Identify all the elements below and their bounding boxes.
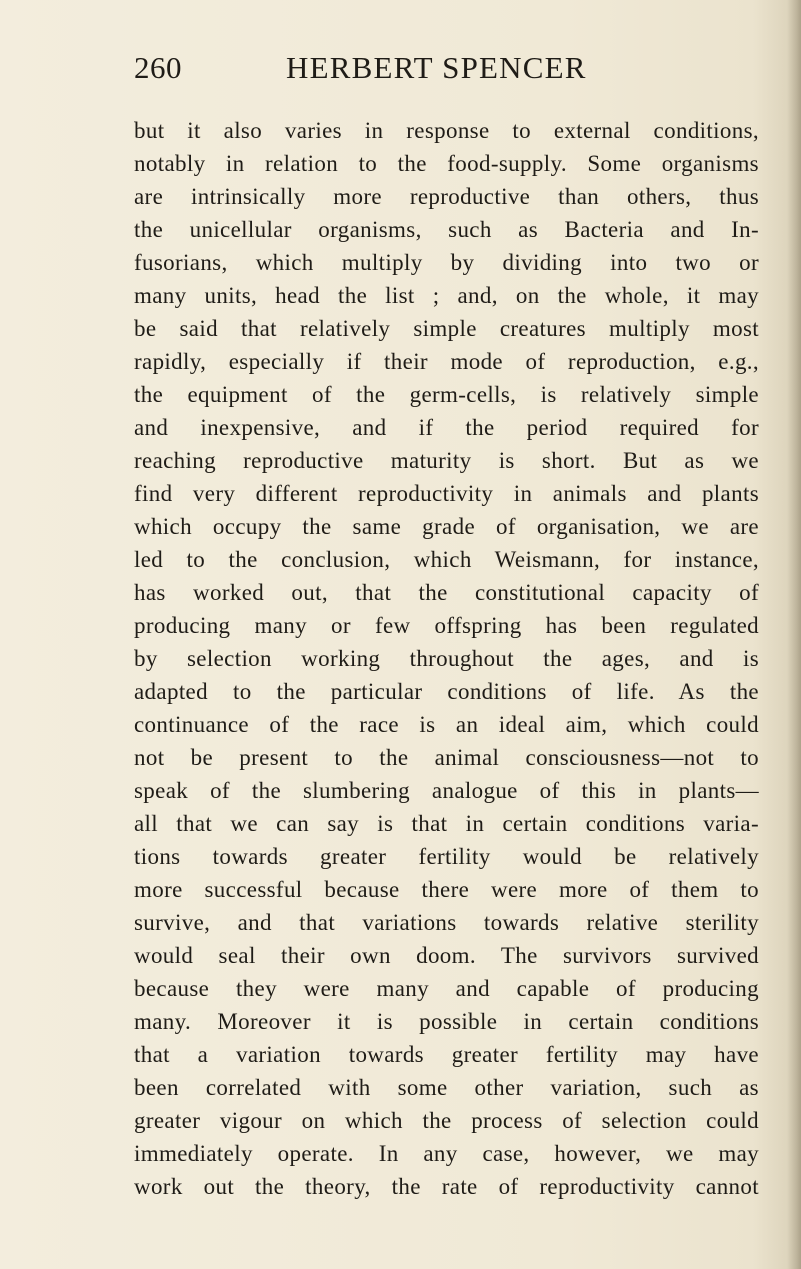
text-line: led to the conclusion, which Weismann, for instance, (134, 547, 759, 572)
text-line: many. Moreover it is possible in certain conditions (134, 1009, 759, 1034)
text-line: work out the theory, the rate of reproductivity cannot (134, 1174, 759, 1199)
text-line: be said that relatively simple creatures multiply most (134, 316, 759, 341)
text-line: all that we can say is that in certain conditions varia- (134, 811, 759, 836)
text-line: find very different reproductivity in animals and plants (134, 481, 759, 506)
body-text (134, 114, 759, 1203)
text-line: that a variation towards greater fertility may have (134, 1042, 759, 1067)
text-line: speak of the slumbering analogue of this in plants— (134, 778, 759, 803)
text-line: continuance of the race is an ideal aim, which could (134, 712, 759, 737)
text-line: tions towards greater fertility would be relatively (134, 844, 759, 869)
text-line: reaching reproductive maturity is short. But as we (134, 448, 759, 473)
text-line: greater vigour on which the process of selection could (134, 1108, 759, 1133)
running-title: HERBERT SPENCER (286, 50, 587, 85)
text-line: rapidly, especially if their mode of reproduction, e.g., (134, 349, 759, 374)
text-line: fusorians, which multiply by dividing into two or (134, 250, 759, 275)
text-line: which occupy the same grade of organisation, we are (134, 514, 759, 539)
text-line: because they were many and capable of producing (134, 976, 759, 1001)
text-line: not be present to the animal consciousness—not to (134, 745, 759, 770)
text-line: has worked out, that the constitutional capacity of (134, 580, 759, 605)
text-line: producing many or few offspring has been regulated (134, 613, 759, 638)
page-number: 260 (134, 50, 182, 85)
text-line: survive, and that variations towards relative sterility (134, 910, 759, 935)
text-line: many units, head the list ; and, on the whole, it may (134, 283, 759, 308)
text-line: the unicellular organisms, such as Bacteria and In- (134, 217, 759, 242)
text-line: would seal their own doom. The survivors survived (134, 943, 759, 968)
text-line: more successful because there were more of them to (134, 877, 759, 902)
text-line: notably in relation to the food-supply. Some organisms (134, 151, 759, 176)
text-line: immediately operate. In any case, however, we may (134, 1141, 759, 1166)
text-line: adapted to the particular conditions of life. As the (134, 679, 759, 704)
text-line: the equipment of the germ-cells, is relatively simple (134, 382, 759, 407)
text-line: but it also varies in response to external conditions, (134, 118, 759, 143)
text-line: by selection working throughout the ages, and is (134, 646, 759, 671)
page-edge-shadow (787, 0, 801, 1269)
text-line: are intrinsically more reproductive than others, thus (134, 184, 759, 209)
text-line: been correlated with some other variation, such as (134, 1075, 759, 1100)
text-line: and inexpensive, and if the period required for (134, 415, 759, 440)
running-head (134, 48, 774, 88)
